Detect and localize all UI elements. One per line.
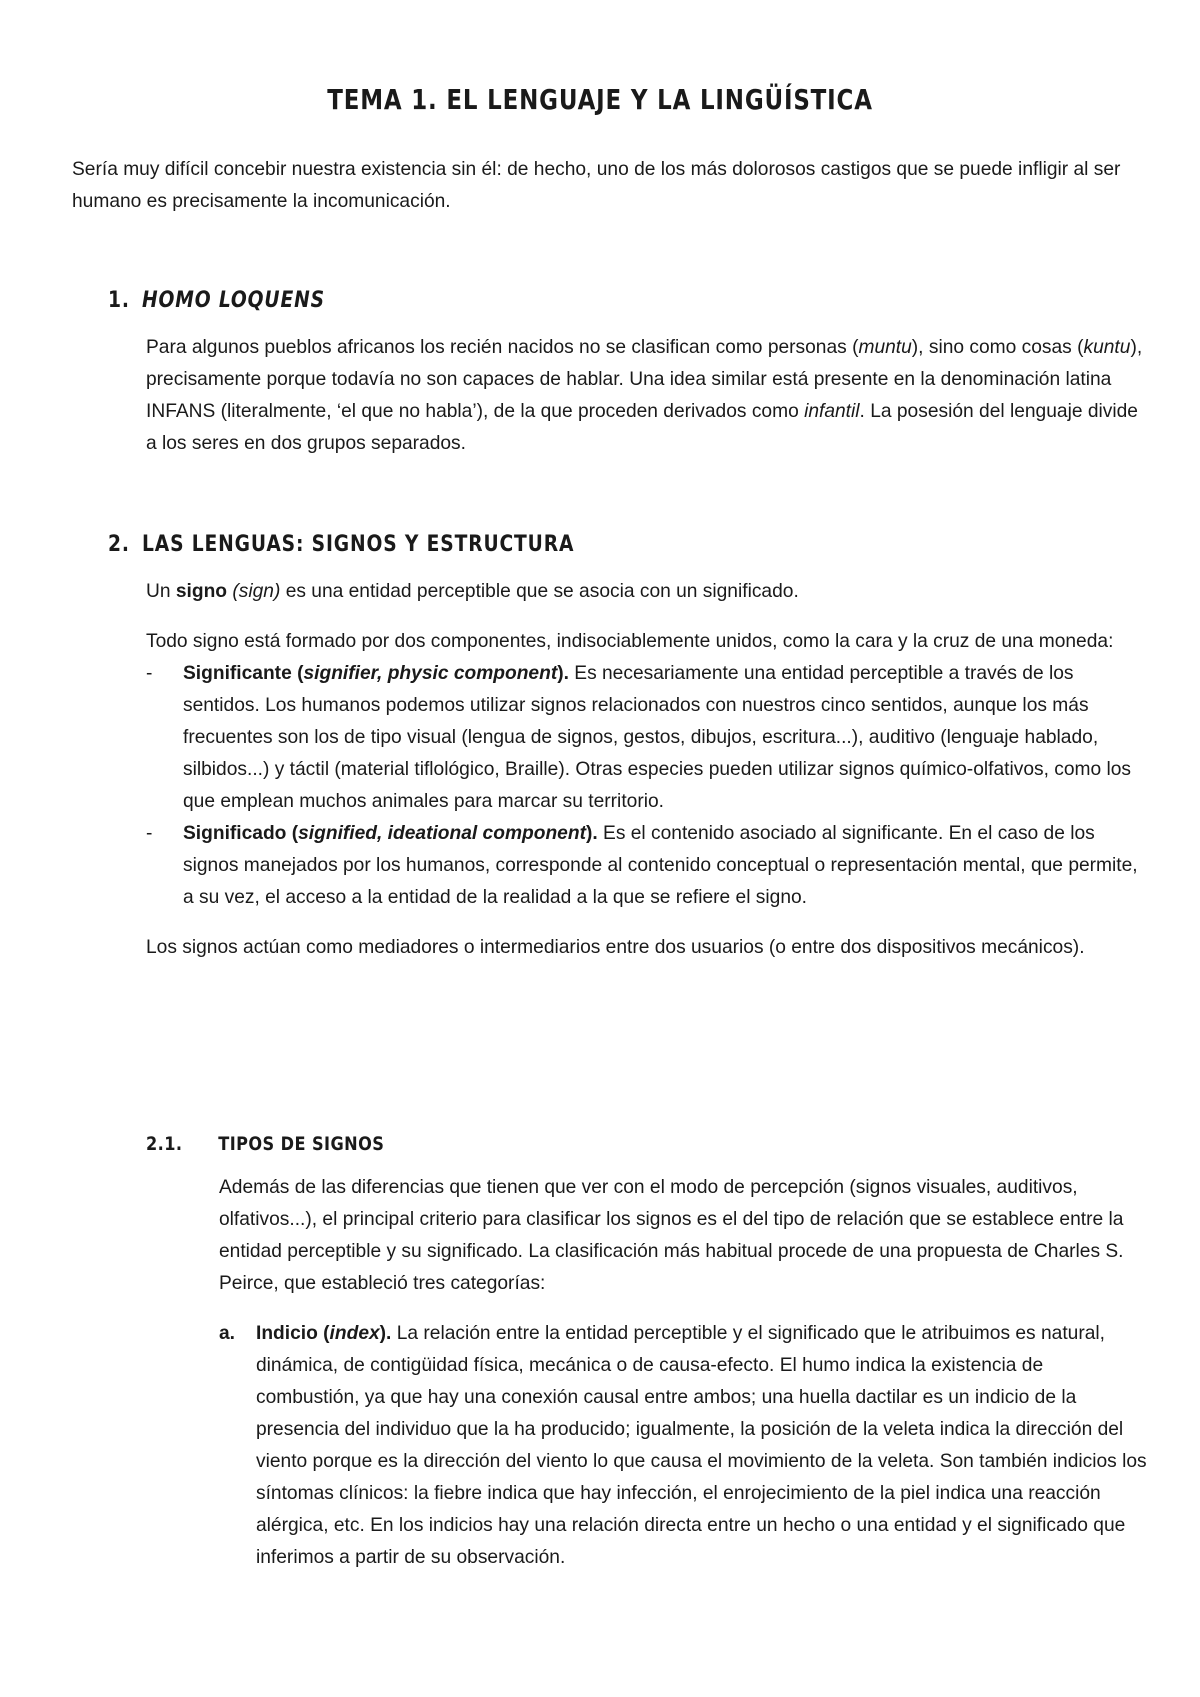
- text-run: La relación entre la entidad perceptible y el significado que le atribuimos es natural, dinámica, de contigüidad física, mecánica o de causa-efecto. El humo indica la existencia de combustión, ya que hay una conexión causal entre ambos; una huella dactilar es un indicio de la presencia del individuo que la ha producido; igualmente, la posición de la veleta indica la dirección del viento porque es la dirección del viento lo que causa el movimiento de la veleta. Son también indicios los síntomas clínicos: la fiebre indica que hay infección, el enrojecimiento de la piel indica una reacción alérgica, etc. En los indicios hay una relación directa entre un hecho o una entidad y el significado que inferimos a partir de su observación.: [256, 1323, 1147, 1568]
- text-run: Un: [146, 581, 176, 602]
- text-run: Es necesariamente una entidad perceptible a través de los sentidos. Los humanos podemos utilizar signos relacionados con nuestros cinco sentidos, aunque los más frecuentes son los de tipo visual (lengua de signos, gestos, dibujos, escritura...), auditivo (lenguaje hablado, silbidos...) y táctil (material tiflológico, Braille). Otras especies pueden utilizar signos químico-olfativos, como los que emplean muchos animales para marcar su territorio.: [183, 663, 1132, 812]
- text-run: es una entidad perceptible que se asocia con un significado.: [280, 581, 799, 602]
- section-1-paragraph: [146, 332, 1146, 460]
- bold-term: Indicio (index).: [256, 1323, 392, 1344]
- italic-term: muntu: [858, 337, 912, 358]
- section-number: 1.: [108, 288, 130, 313]
- text-run: ), sino como cosas (: [911, 337, 1084, 358]
- section-1-heading: [108, 288, 325, 313]
- list-letter: a.: [219, 1323, 236, 1344]
- section-title: LAS LENGUAS: SIGNOS Y ESTRUCTURA: [142, 532, 575, 557]
- sign-definition: [146, 576, 1146, 608]
- section-number: 2.: [108, 532, 130, 557]
- italic-term: kuntu: [1083, 337, 1131, 358]
- section-title: HOMO LOQUENS: [142, 288, 325, 313]
- section-number: 2.1.: [146, 1133, 183, 1155]
- list-item: [146, 658, 1146, 818]
- sign-types-intro: Además de las diferencias que tienen que ver con el modo de percepción (signos visuales, auditivos, olfativos...), el principal criterio para clasificar los signos es el del tipo de relación que se establece entre la entidad perceptible y su significado. La clasificación más habitual procede de una propuesta de Charles S. Peirce, que estableció tres categorías:: [219, 1177, 1124, 1294]
- text-run: Es el contenido asociado al significante. En el caso de los signos manejados por los humanos, corresponde al contenido conceptual o representación mental, que permite, a su vez, el acceso a la entidad de la realidad a la que se refiere el signo.: [183, 823, 1138, 908]
- page-title: TEMA 1. EL LENGUAJE Y LA LINGÜÍSTICA: [327, 83, 873, 116]
- italic-term: (sign): [232, 581, 281, 602]
- list-item: [146, 818, 1146, 914]
- bold-term: Significado (signified, ideational component).: [183, 823, 598, 844]
- section-2-1-body: [219, 1172, 1149, 1574]
- text-run: ), precisamente porque todavía no son capaces de hablar. Una idea similar está presente en la denominación latina INFANS (literalmente, ‘el que no habla’), de la que proceden derivados como: [146, 337, 1143, 422]
- italic-term: infantil: [804, 401, 860, 422]
- section-2-body: [146, 576, 1146, 982]
- sign-types-list: [219, 1318, 1149, 1574]
- text-run: Para algunos pueblos africanos los recién nacidos no se clasifican como personas (: [146, 337, 859, 358]
- section-title: TIPOS DE SIGNOS: [218, 1133, 385, 1155]
- text-run: . La posesión del lenguaje divide a los seres en dos grupos separados.: [146, 401, 1138, 454]
- bold-term: signo: [175, 581, 228, 602]
- bold-term: Significante (signifier, physic component).: [183, 663, 569, 684]
- intro-paragraph: Sería muy difícil concebir nuestra existencia sin él: de hecho, uno de los más dolorosos castigos que se puede infligir al ser humano es precisamente la incomunicación.: [72, 159, 1121, 212]
- list-item: [219, 1318, 1149, 1574]
- mediators-paragraph: Los signos actúan como mediadores o intermediarios entre dos usuarios (o entre dos dispositivos mecánicos).: [146, 937, 1085, 958]
- bullet-dash: -: [146, 663, 153, 684]
- section-2-heading: [108, 532, 574, 557]
- bullet-dash: -: [146, 823, 153, 844]
- components-list: [146, 658, 1146, 914]
- section-2-1-heading: [146, 1133, 384, 1155]
- components-intro: Todo signo está formado por dos componentes, indisociablemente unidos, como la cara y la cruz de una moneda:: [146, 631, 1114, 652]
